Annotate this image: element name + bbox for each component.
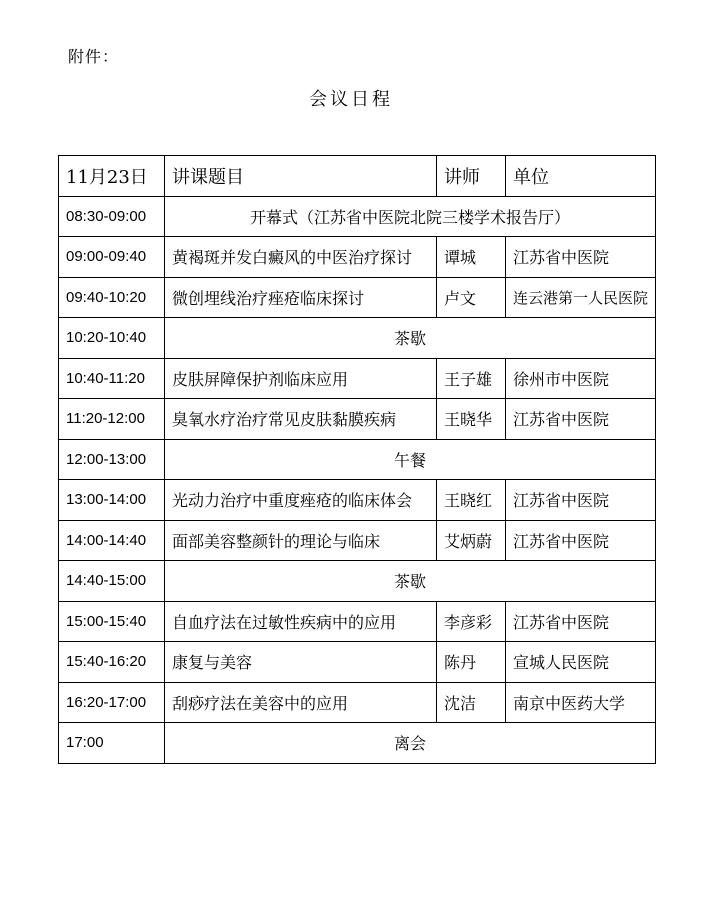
topic-cell: 黄褐斑并发白癜风的中医治疗探讨 [165,237,437,278]
time-cell: 14:00-14:40 [59,520,165,561]
topic-cell: 微创埋线治疗痤疮临床探讨 [165,277,437,318]
table-row [59,642,656,683]
session-cell: 茶歇 [165,561,656,602]
table-row [59,318,656,359]
table-row [59,439,656,480]
time-cell: 10:20-10:40 [59,318,165,359]
speaker-cell: 卢文 [437,277,506,318]
topic-cell: 光动力治疗中重度痤疮的临床体会 [165,480,437,521]
speaker-cell: 李彦彩 [437,601,506,642]
unit-cell: 江苏省中医院 [506,520,656,561]
time-cell: 10:40-11:20 [59,358,165,399]
table-row [59,237,656,278]
table-row [59,196,656,237]
table-row [59,358,656,399]
column-header-unit: 单位 [506,156,656,197]
speaker-cell: 沈洁 [437,682,506,723]
topic-cell: 面部美容整颜针的理论与临床 [165,520,437,561]
time-cell: 08:30-09:00 [59,196,165,237]
time-cell: 09:40-10:20 [59,277,165,318]
session-cell: 午餐 [165,439,656,480]
column-header-speaker: 讲师 [437,156,506,197]
table-header-row [59,156,656,197]
topic-cell: 臭氧水疗治疗常见皮肤黏膜疾病 [165,399,437,440]
time-cell: 15:00-15:40 [59,601,165,642]
table-row [59,561,656,602]
unit-cell: 宣城人民医院 [506,642,656,683]
table-row [59,480,656,521]
time-cell: 15:40-16:20 [59,642,165,683]
column-header-topic: 讲课题目 [165,156,437,197]
unit-cell: 南京中医药大学 [506,682,656,723]
time-cell: 16:20-17:00 [59,682,165,723]
session-cell: 离会 [165,723,656,764]
topic-cell: 自血疗法在过敏性疾病中的应用 [165,601,437,642]
unit-cell: 连云港第一人民医院 [506,277,656,318]
time-cell: 12:00-13:00 [59,439,165,480]
table-row [59,520,656,561]
schedule-table [58,155,656,764]
table-row [59,399,656,440]
speaker-cell: 王子雄 [437,358,506,399]
unit-cell: 徐州市中医院 [506,358,656,399]
attachment-label: 附件： [68,47,120,66]
table-row [59,601,656,642]
time-cell: 13:00-14:00 [59,480,165,521]
column-header-date: 11月23日 [59,156,165,197]
time-cell: 09:00-09:40 [59,237,165,278]
time-cell: 17:00 [59,723,165,764]
unit-cell: 江苏省中医院 [506,237,656,278]
unit-cell: 江苏省中医院 [506,480,656,521]
table-row [59,682,656,723]
speaker-cell: 艾炳蔚 [437,520,506,561]
session-cell: 茶歇 [165,318,656,359]
schedule-table-body [59,156,656,764]
speaker-cell: 陈丹 [437,642,506,683]
page-title: 会议日程 [309,89,393,110]
time-cell: 11:20-12:00 [59,399,165,440]
speaker-cell: 谭城 [437,237,506,278]
table-row [59,723,656,764]
unit-cell: 江苏省中医院 [506,601,656,642]
speaker-cell: 王晓华 [437,399,506,440]
speaker-cell: 王晓红 [437,480,506,521]
unit-cell: 江苏省中医院 [506,399,656,440]
time-cell: 14:40-15:00 [59,561,165,602]
topic-cell: 皮肤屏障保护剂临床应用 [165,358,437,399]
session-cell: 开幕式（江苏省中医院北院三楼学术报告厅） [165,196,656,237]
topic-cell: 康复与美容 [165,642,437,683]
topic-cell: 刮痧疗法在美容中的应用 [165,682,437,723]
table-row [59,277,656,318]
